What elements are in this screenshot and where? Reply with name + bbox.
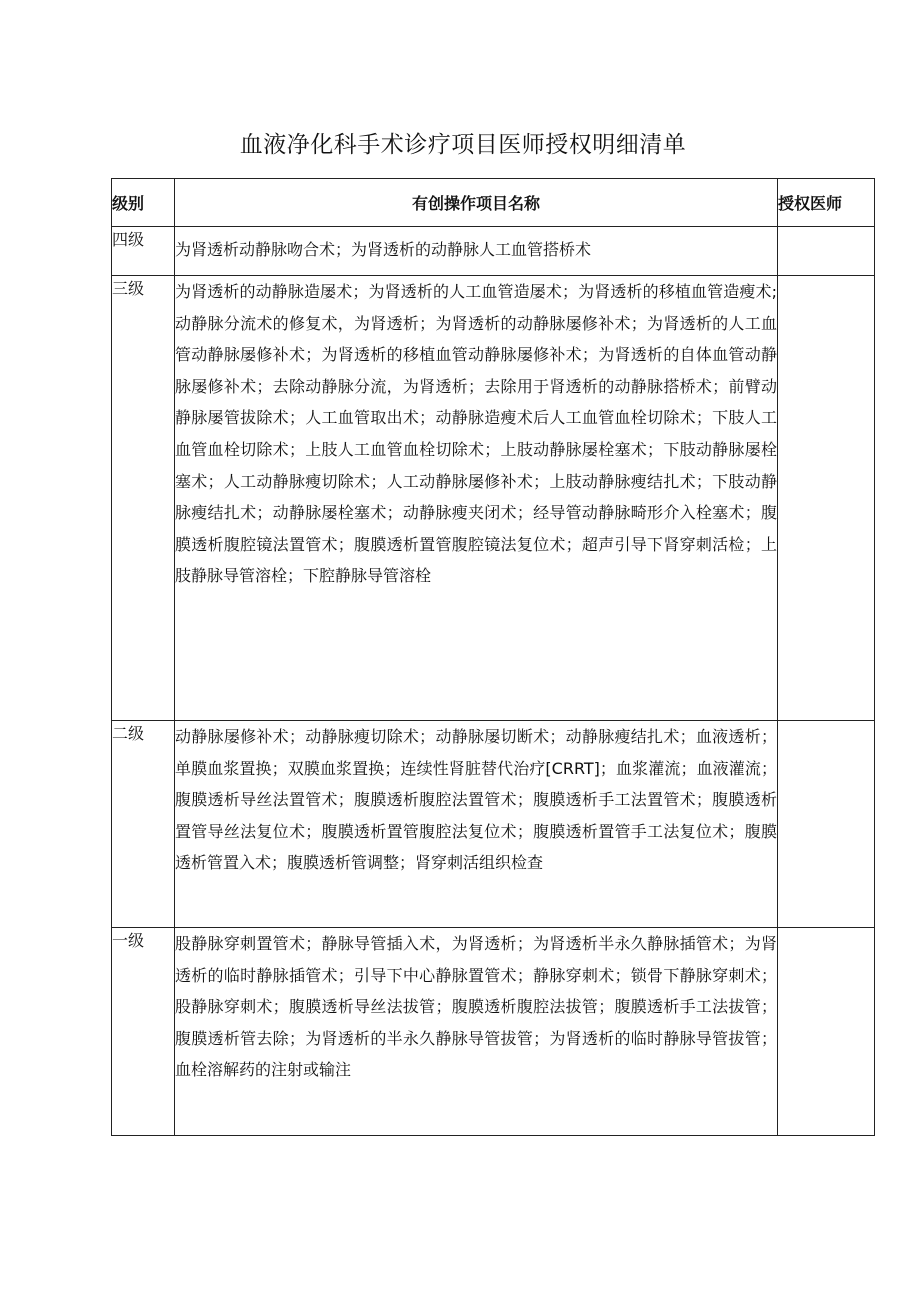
doctor-cell xyxy=(778,721,875,928)
level-cell: 二级 xyxy=(112,721,175,928)
doctor-cell xyxy=(778,928,875,1136)
table-row-level-1 xyxy=(112,928,875,1136)
authorization-table xyxy=(111,178,875,1136)
header-level: 级别 xyxy=(112,179,175,227)
header-items: 有创操作项目名称 xyxy=(175,179,778,227)
table-header-row xyxy=(112,179,875,227)
level-cell: 四级 xyxy=(112,227,175,276)
doctor-cell xyxy=(778,276,875,721)
level-cell: 一级 xyxy=(112,928,175,1136)
items-cell: 为肾透析的动静脉造屡术；为肾透析的人工血管造屡术；为肾透析的移植血管造瘦术;动静脉分流术的修复术，为肾透析；为肾透析的动静脉屡修补术；为肾透析的人工血管动静脉屡修补术；为肾透析的移植血管动静脉屡修补术；为肾透析的自体血管动静脉屡修补术；去除动静脉分流，为肾透析；去除用于肾透析的动静脉搭桥术；前臂动静脉屡管拔除术；人工血管取出术；动静脉造瘦术后人工血管血栓切除术；下肢人工血管血栓切除术；上肢人工血管血栓切除术；上肢动静脉屡栓塞术；下肢动静脉屡栓塞术；人工动静脉瘦切除术；人工动静脉屡修补术；上肢动静脉瘦结扎术；下肢动静脉瘦结扎术；动静脉屡栓塞术；动静脉瘦夹闭术；经导管动静脉畸形介入栓塞术；腹膜透析腹腔镜法置管术；腹膜透析置管腹腔镜法复位术；超声引导下肾穿刺活检；上肢静脉导管溶栓；下腔静脉导管溶栓 xyxy=(175,276,778,721)
table-row-level-3 xyxy=(112,276,875,721)
header-doctor: 授权医师 xyxy=(778,179,875,227)
table-row-level-4 xyxy=(112,227,875,276)
level-cell: 三级 xyxy=(112,276,175,721)
table-row-level-2 xyxy=(112,721,875,928)
page-title: 血液净化科手术诊疗项目医师授权明细清单 xyxy=(239,132,687,158)
items-cell: 为肾透析动静脉吻合术；为肾透析的动静脉人工血管搭桥术 xyxy=(175,227,778,276)
doctor-cell xyxy=(778,227,875,276)
items-cell: 动静脉屡修补术；动静脉瘦切除术；动静脉屡切断术；动静脉瘦结扎术；血液透析；单膜血浆置换；双膜血浆置换；连续性肾脏替代治疗[CRRT]；血浆灌流；血液灌流；腹膜透析导丝法置管术；腹膜透析腹腔法置管术；腹膜透析手工法置管术；腹膜透析置管导丝法复位术；腹膜透析置管腹腔法复位术；腹膜透析置管手工法复位术；腹膜透析管置入术；腹膜透析管调整；肾穿刺活组织检查 xyxy=(175,721,778,928)
items-cell: 股静脉穿刺置管术；静脉导管插入术，为肾透析；为肾透析半永久静脉插管术；为肾透析的临时静脉插管术；引导下中心静脉置管术；静脉穿刺术；锁骨下静脉穿刺术；股静脉穿刺术；腹膜透析导丝法拔管；腹膜透析腹腔法拔管；腹膜透析手工法拔管；腹膜透析管去除；为肾透析的半永久静脉导管拔管；为肾透析的临时静脉导管拔管；血栓溶解药的注射或输注 xyxy=(175,928,778,1136)
